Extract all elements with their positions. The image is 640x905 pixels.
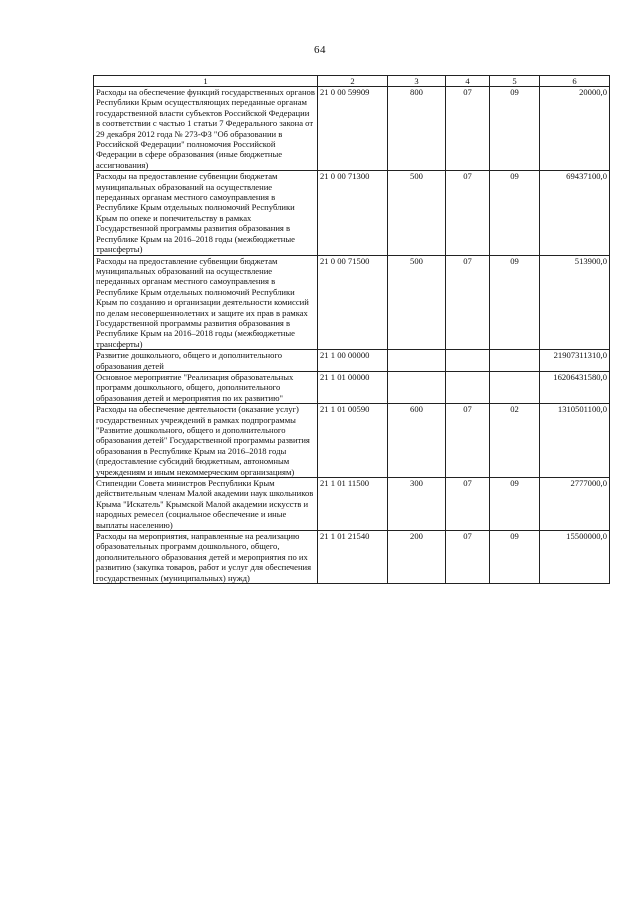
column-header: 1 bbox=[94, 76, 318, 87]
target-code-cell: 21 0 00 71300 bbox=[318, 171, 388, 255]
expense-type-cell: 300 bbox=[388, 478, 446, 531]
amount-cell: 2777000,0 bbox=[540, 478, 610, 531]
column-header: 5 bbox=[490, 76, 540, 87]
table-row bbox=[94, 531, 610, 584]
target-code-cell: 21 1 01 21540 bbox=[318, 531, 388, 584]
expense-type-cell: 200 bbox=[388, 531, 446, 584]
table-row bbox=[94, 371, 610, 403]
subsection-cell: 09 bbox=[490, 255, 540, 350]
section-cell: 07 bbox=[446, 404, 490, 478]
subsection-cell: 09 bbox=[490, 531, 540, 584]
column-header: 2 bbox=[318, 76, 388, 87]
target-code-cell: 21 1 01 00590 bbox=[318, 404, 388, 478]
section-cell: 07 bbox=[446, 255, 490, 350]
target-code-cell: 21 0 00 71500 bbox=[318, 255, 388, 350]
column-header: 6 bbox=[540, 76, 610, 87]
target-code-cell: 21 1 00 00000 bbox=[318, 350, 388, 372]
target-code-cell: 21 1 01 11500 bbox=[318, 478, 388, 531]
amount-cell: 21907311310,0 bbox=[540, 350, 610, 372]
table-row bbox=[94, 404, 610, 478]
amount-cell: 513900,0 bbox=[540, 255, 610, 350]
table-row bbox=[94, 478, 610, 531]
expense-type-cell: 800 bbox=[388, 87, 446, 171]
page-number: 64 bbox=[314, 44, 326, 56]
target-code-cell: 21 1 01 00000 bbox=[318, 371, 388, 403]
expense-name-cell: Стипендии Совета министров Республики Крым действительным членам Малой академии наук школьников Крыма "Искатель" Крымской Малой академии искусств и народных ремесел (социальное обеспечение и иные выплаты населению) bbox=[94, 478, 318, 531]
section-cell: 07 bbox=[446, 171, 490, 255]
subsection-cell bbox=[490, 371, 540, 403]
expense-name-cell: Расходы на обеспечение функций государственных органов Республики Крым осуществляющих переданные органам государственной власти субъектов Российской Федерации в соответствии с частью 1 статьи 7 Федерального закона от 29 декабря 2012 года № 273-ФЗ "Об образовании в Российской Федерации" полномочия Российской Федерации в сфере образования (иные бюджетные ассигнования) bbox=[94, 87, 318, 171]
amount-cell: 69437100,0 bbox=[540, 171, 610, 255]
subsection-cell: 02 bbox=[490, 404, 540, 478]
expense-name-cell: Расходы на обеспечение деятельности (оказание услуг) государственных учреждений в рамках подпрограммы "Развитие дошкольного, общего и дополнительного образования детей" Государственной программы развития образования в Республике Крым на 2016–2018 годы (предоставление субсидий бюджетным, автономным учреждениям и иным некоммерческим организациям) bbox=[94, 404, 318, 478]
subsection-cell: 09 bbox=[490, 171, 540, 255]
section-cell bbox=[446, 371, 490, 403]
amount-cell: 15500000,0 bbox=[540, 531, 610, 584]
expense-name-cell: Основное мероприятие "Реализация образовательных программ дошкольного, общего, дополнительного образования детей и мероприятия по их развитию" bbox=[94, 371, 318, 403]
table-row bbox=[94, 255, 610, 350]
expense-type-cell: 600 bbox=[388, 404, 446, 478]
table-row bbox=[94, 87, 610, 171]
amount-cell: 16206431580,0 bbox=[540, 371, 610, 403]
expense-type-cell: 500 bbox=[388, 255, 446, 350]
expense-name-cell: Расходы на предоставление субвенции бюджетам муниципальных образований на осуществление переданных органам местного самоуправления в Республике Крым отдельных полномочий Республики Крым по созданию и организации деятельности комиссий по делам несовершеннолетних и защите их прав в рамках Государственной программы развития образования в Республике Крым на 2016–2018 годы (межбюджетные трансферты) bbox=[94, 255, 318, 350]
section-cell bbox=[446, 350, 490, 372]
section-cell: 07 bbox=[446, 531, 490, 584]
expense-type-cell: 500 bbox=[388, 171, 446, 255]
expense-type-cell bbox=[388, 350, 446, 372]
expense-type-cell bbox=[388, 371, 446, 403]
table-row bbox=[94, 350, 610, 372]
table-row bbox=[94, 171, 610, 255]
target-code-cell: 21 0 00 59909 bbox=[318, 87, 388, 171]
subsection-cell bbox=[490, 350, 540, 372]
subsection-cell: 09 bbox=[490, 87, 540, 171]
expense-name-cell: Расходы на мероприятия, направленные на реализацию образовательных программ дошкольного, общего, дополнительного образования детей и мероприятия по их развитию (закупка товаров, работ и услуг для обеспечения государственных (муниципальных) нужд) bbox=[94, 531, 318, 584]
section-cell: 07 bbox=[446, 478, 490, 531]
section-cell: 07 bbox=[446, 87, 490, 171]
column-header: 4 bbox=[446, 76, 490, 87]
subsection-cell: 09 bbox=[490, 478, 540, 531]
budget-table bbox=[93, 75, 610, 584]
expense-name-cell: Развитие дошкольного, общего и дополнительного образования детей bbox=[94, 350, 318, 372]
column-header: 3 bbox=[388, 76, 446, 87]
amount-cell: 20000,0 bbox=[540, 87, 610, 171]
amount-cell: 1310501100,0 bbox=[540, 404, 610, 478]
expense-name-cell: Расходы на предоставление субвенции бюджетам муниципальных образований на осуществление переданных органам местного самоуправления в Республике Крым отдельных полномочий Республики Крым по опеке и попечительству в рамках Государственной программы развития образования в Республике Крым на 2016–2018 годы (межбюджетные трансферты) bbox=[94, 171, 318, 255]
table-header-row bbox=[94, 76, 610, 87]
